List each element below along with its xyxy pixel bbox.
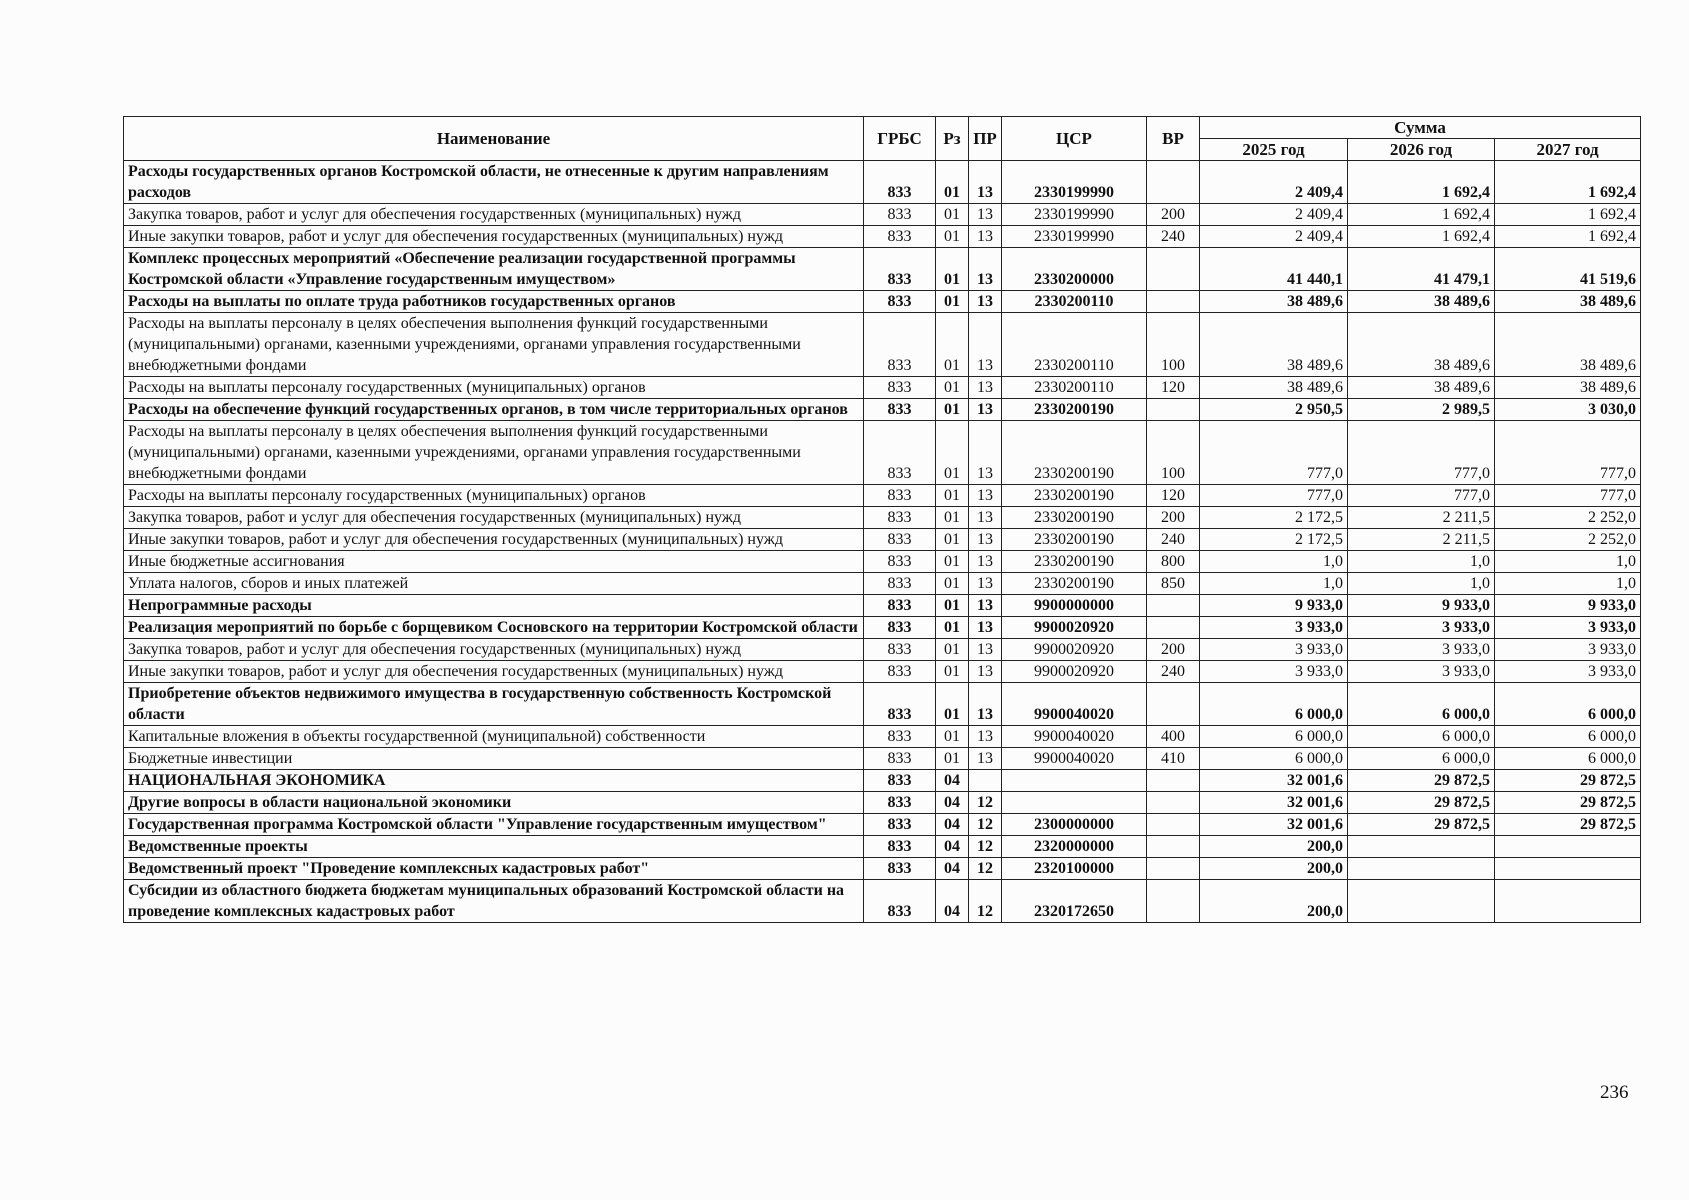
cell-vr: 200: [1147, 204, 1200, 226]
cell-pr: [969, 770, 1002, 792]
cell-rz: 01: [936, 421, 969, 485]
cell-name: Расходы на выплаты персоналу государственных (муниципальных) органов: [124, 377, 864, 399]
cell-vr: 120: [1147, 377, 1200, 399]
cell-name: Другие вопросы в области национальной экономики: [124, 792, 864, 814]
cell-2026: 38 489,6: [1348, 313, 1495, 377]
cell-2026: 3 933,0: [1348, 639, 1495, 661]
cell-vr: [1147, 836, 1200, 858]
cell-grbs: 833: [864, 161, 936, 204]
cell-vr: [1147, 792, 1200, 814]
cell-2027: 6 000,0: [1495, 748, 1641, 770]
cell-2027: 29 872,5: [1495, 792, 1641, 814]
cell-rz: 01: [936, 399, 969, 421]
cell-grbs: 833: [864, 595, 936, 617]
cell-vr: 410: [1147, 748, 1200, 770]
table-row: [124, 595, 1641, 617]
cell-grbs: 833: [864, 507, 936, 529]
cell-grbs: 833: [864, 399, 936, 421]
cell-csr: 2300000000: [1002, 814, 1147, 836]
cell-pr: 12: [969, 836, 1002, 858]
header-pr: ПР: [969, 117, 1002, 161]
table-row: [124, 551, 1641, 573]
cell-2027: 3 030,0: [1495, 399, 1641, 421]
cell-vr: [1147, 595, 1200, 617]
cell-2027: 29 872,5: [1495, 770, 1641, 792]
cell-2027: [1495, 880, 1641, 923]
cell-2027: 1 692,4: [1495, 161, 1641, 204]
cell-pr: 13: [969, 748, 1002, 770]
cell-2026: [1348, 836, 1495, 858]
cell-pr: 12: [969, 792, 1002, 814]
cell-2026: 2 211,5: [1348, 529, 1495, 551]
cell-name: Расходы на обеспечение функций государственных органов, в том числе территориальных органов: [124, 399, 864, 421]
cell-name: Иные бюджетные ассигнования: [124, 551, 864, 573]
cell-csr: 2330200000: [1002, 248, 1147, 291]
cell-2027: 3 933,0: [1495, 617, 1641, 639]
cell-grbs: 833: [864, 529, 936, 551]
cell-2025: 38 489,6: [1200, 313, 1348, 377]
cell-2027: 777,0: [1495, 421, 1641, 485]
cell-rz: 01: [936, 551, 969, 573]
cell-rz: 01: [936, 726, 969, 748]
cell-grbs: 833: [864, 485, 936, 507]
table-row: [124, 485, 1641, 507]
cell-name: Непрограммные расходы: [124, 595, 864, 617]
cell-pr: 13: [969, 507, 1002, 529]
cell-vr: 240: [1147, 661, 1200, 683]
cell-grbs: 833: [864, 726, 936, 748]
header-grbs: ГРБС: [864, 117, 936, 161]
cell-2025: 9 933,0: [1200, 595, 1348, 617]
cell-vr: 240: [1147, 226, 1200, 248]
cell-grbs: 833: [864, 880, 936, 923]
cell-pr: 12: [969, 814, 1002, 836]
cell-vr: 200: [1147, 639, 1200, 661]
cell-2026: 3 933,0: [1348, 617, 1495, 639]
cell-2025: 3 933,0: [1200, 661, 1348, 683]
table-row: [124, 377, 1641, 399]
cell-csr: 2330200190: [1002, 507, 1147, 529]
cell-name: Иные закупки товаров, работ и услуг для обеспечения государственных (муниципальных) нужд: [124, 529, 864, 551]
header-csr: ЦСР: [1002, 117, 1147, 161]
cell-name: Капитальные вложения в объекты государственной (муниципальной) собственности: [124, 726, 864, 748]
cell-name: Бюджетные инвестиции: [124, 748, 864, 770]
cell-2027: 2 252,0: [1495, 529, 1641, 551]
cell-2027: 9 933,0: [1495, 595, 1641, 617]
table-row: [124, 617, 1641, 639]
cell-csr: 2330200190: [1002, 399, 1147, 421]
cell-rz: 01: [936, 291, 969, 313]
cell-vr: [1147, 683, 1200, 726]
cell-csr: 2330200190: [1002, 573, 1147, 595]
cell-name: Закупка товаров, работ и услуг для обеспечения государственных (муниципальных) нужд: [124, 507, 864, 529]
cell-2027: 1,0: [1495, 573, 1641, 595]
cell-2025: 200,0: [1200, 858, 1348, 880]
table-row: [124, 573, 1641, 595]
cell-pr: 13: [969, 204, 1002, 226]
cell-2027: 2 252,0: [1495, 507, 1641, 529]
cell-vr: 400: [1147, 726, 1200, 748]
cell-rz: 04: [936, 858, 969, 880]
budget-table: [123, 116, 1641, 923]
cell-csr: 2330200110: [1002, 377, 1147, 399]
cell-2026: [1348, 858, 1495, 880]
header-vr: ВР: [1147, 117, 1200, 161]
cell-vr: [1147, 858, 1200, 880]
cell-grbs: 833: [864, 836, 936, 858]
cell-rz: 01: [936, 748, 969, 770]
cell-vr: [1147, 814, 1200, 836]
cell-name: Государственная программа Костромской области "Управление государственным имуществом": [124, 814, 864, 836]
table-row: [124, 639, 1641, 661]
cell-2025: 777,0: [1200, 421, 1348, 485]
cell-2026: 777,0: [1348, 421, 1495, 485]
cell-2027: 3 933,0: [1495, 661, 1641, 683]
cell-grbs: 833: [864, 204, 936, 226]
cell-2025: 2 172,5: [1200, 507, 1348, 529]
cell-2026: 6 000,0: [1348, 683, 1495, 726]
cell-2025: 777,0: [1200, 485, 1348, 507]
cell-2027: 1 692,4: [1495, 204, 1641, 226]
cell-csr: 9900040020: [1002, 683, 1147, 726]
cell-rz: 01: [936, 248, 969, 291]
cell-csr: 2330199990: [1002, 226, 1147, 248]
cell-2025: 2 409,4: [1200, 204, 1348, 226]
cell-csr: 2330200190: [1002, 551, 1147, 573]
cell-2026: 1,0: [1348, 573, 1495, 595]
cell-csr: [1002, 770, 1147, 792]
cell-vr: [1147, 161, 1200, 204]
cell-rz: 01: [936, 204, 969, 226]
cell-pr: 13: [969, 639, 1002, 661]
cell-csr: 2320100000: [1002, 858, 1147, 880]
cell-2025: 32 001,6: [1200, 814, 1348, 836]
cell-vr: 120: [1147, 485, 1200, 507]
cell-csr: 9900020920: [1002, 617, 1147, 639]
cell-rz: 01: [936, 573, 969, 595]
cell-2025: 2 950,5: [1200, 399, 1348, 421]
cell-vr: 850: [1147, 573, 1200, 595]
cell-2027: 6 000,0: [1495, 683, 1641, 726]
cell-grbs: 833: [864, 573, 936, 595]
cell-name: Реализация мероприятий по борьбе с борщевиком Сосновского на территории Костромской области: [124, 617, 864, 639]
cell-2027: 41 519,6: [1495, 248, 1641, 291]
cell-vr: [1147, 770, 1200, 792]
table-row: [124, 661, 1641, 683]
cell-2025: 2 172,5: [1200, 529, 1348, 551]
cell-pr: 13: [969, 377, 1002, 399]
cell-vr: [1147, 399, 1200, 421]
cell-name: Иные закупки товаров, работ и услуг для обеспечения государственных (муниципальных) нужд: [124, 226, 864, 248]
cell-rz: 01: [936, 529, 969, 551]
cell-rz: 04: [936, 880, 969, 923]
cell-pr: 13: [969, 248, 1002, 291]
cell-rz: 04: [936, 814, 969, 836]
cell-vr: [1147, 291, 1200, 313]
table-row: [124, 313, 1641, 377]
cell-2027: 6 000,0: [1495, 726, 1641, 748]
cell-2025: 6 000,0: [1200, 748, 1348, 770]
cell-grbs: 833: [864, 683, 936, 726]
cell-2026: 38 489,6: [1348, 291, 1495, 313]
cell-2026: 777,0: [1348, 485, 1495, 507]
table-body: [124, 161, 1641, 923]
cell-2026: 29 872,5: [1348, 814, 1495, 836]
cell-2027: [1495, 858, 1641, 880]
cell-pr: 13: [969, 573, 1002, 595]
cell-csr: 9900020920: [1002, 639, 1147, 661]
cell-grbs: 833: [864, 770, 936, 792]
cell-2025: 1,0: [1200, 573, 1348, 595]
cell-csr: 2330199990: [1002, 204, 1147, 226]
cell-2027: 38 489,6: [1495, 313, 1641, 377]
cell-name: Расходы на выплаты персоналу государственных (муниципальных) органов: [124, 485, 864, 507]
cell-2025: 41 440,1: [1200, 248, 1348, 291]
cell-2026: 1 692,4: [1348, 204, 1495, 226]
cell-rz: 01: [936, 161, 969, 204]
cell-name: Ведомственный проект "Проведение комплексных кадастровых работ": [124, 858, 864, 880]
cell-name: Иные закупки товаров, работ и услуг для обеспечения государственных (муниципальных) нужд: [124, 661, 864, 683]
cell-rz: 01: [936, 507, 969, 529]
cell-rz: 01: [936, 226, 969, 248]
page-number: 236: [1600, 1082, 1629, 1103]
cell-2025: 32 001,6: [1200, 792, 1348, 814]
cell-2025: 38 489,6: [1200, 291, 1348, 313]
cell-vr: [1147, 248, 1200, 291]
cell-2025: 2 409,4: [1200, 226, 1348, 248]
cell-2025: 3 933,0: [1200, 617, 1348, 639]
cell-2026: 1 692,4: [1348, 161, 1495, 204]
cell-2025: 200,0: [1200, 836, 1348, 858]
table-row: [124, 880, 1641, 923]
cell-2026: 6 000,0: [1348, 748, 1495, 770]
cell-rz: 04: [936, 770, 969, 792]
cell-grbs: 833: [864, 421, 936, 485]
cell-csr: 2330200190: [1002, 485, 1147, 507]
table-row: [124, 507, 1641, 529]
cell-pr: 13: [969, 683, 1002, 726]
table-row: [124, 814, 1641, 836]
cell-2027: 38 489,6: [1495, 377, 1641, 399]
cell-grbs: 833: [864, 748, 936, 770]
cell-grbs: 833: [864, 639, 936, 661]
cell-pr: 13: [969, 226, 1002, 248]
table-row: [124, 770, 1641, 792]
table-row: [124, 683, 1641, 726]
cell-rz: 04: [936, 836, 969, 858]
cell-rz: 04: [936, 792, 969, 814]
cell-2026: 2 989,5: [1348, 399, 1495, 421]
cell-2026: 29 872,5: [1348, 792, 1495, 814]
table-row: [124, 748, 1641, 770]
cell-grbs: 833: [864, 248, 936, 291]
cell-name: Расходы на выплаты персоналу в целях обеспечения выполнения функций государственными (муниципальными) органами, казенными учреждениями, органами управления государственными внебюджетными фондами: [124, 421, 864, 485]
cell-2026: 41 479,1: [1348, 248, 1495, 291]
cell-pr: 12: [969, 880, 1002, 923]
cell-2027: 1,0: [1495, 551, 1641, 573]
cell-vr: 800: [1147, 551, 1200, 573]
cell-name: Закупка товаров, работ и услуг для обеспечения государственных (муниципальных) нужд: [124, 639, 864, 661]
cell-name: Расходы на выплаты по оплате труда работников государственных органов: [124, 291, 864, 313]
cell-name: НАЦИОНАЛЬНАЯ ЭКОНОМИКА: [124, 770, 864, 792]
cell-vr: [1147, 880, 1200, 923]
cell-grbs: 833: [864, 792, 936, 814]
table-row: [124, 529, 1641, 551]
cell-csr: 9900000000: [1002, 595, 1147, 617]
cell-grbs: 833: [864, 814, 936, 836]
cell-2025: 200,0: [1200, 880, 1348, 923]
cell-csr: 2330199990: [1002, 161, 1147, 204]
cell-2025: 2 409,4: [1200, 161, 1348, 204]
cell-name: Уплата налогов, сборов и иных платежей: [124, 573, 864, 595]
cell-csr: 2320172650: [1002, 880, 1147, 923]
cell-grbs: 833: [864, 291, 936, 313]
cell-pr: 13: [969, 617, 1002, 639]
cell-rz: 01: [936, 683, 969, 726]
cell-pr: 13: [969, 161, 1002, 204]
header-2026: 2026 год: [1348, 139, 1495, 161]
cell-2026: 38 489,6: [1348, 377, 1495, 399]
cell-name: Расходы на выплаты персоналу в целях обеспечения выполнения функций государственными (муниципальными) органами, казенными учреждениями, органами управления государственными внебюджетными фондами: [124, 313, 864, 377]
cell-2026: [1348, 880, 1495, 923]
cell-2027: 38 489,6: [1495, 291, 1641, 313]
cell-rz: 01: [936, 617, 969, 639]
cell-2027: 1 692,4: [1495, 226, 1641, 248]
cell-name: Ведомственные проекты: [124, 836, 864, 858]
cell-rz: 01: [936, 639, 969, 661]
cell-grbs: 833: [864, 661, 936, 683]
cell-vr: [1147, 617, 1200, 639]
cell-2027: 777,0: [1495, 485, 1641, 507]
cell-pr: 13: [969, 313, 1002, 377]
cell-grbs: 833: [864, 377, 936, 399]
cell-rz: 01: [936, 377, 969, 399]
cell-2026: 29 872,5: [1348, 770, 1495, 792]
table-row: [124, 248, 1641, 291]
header-sum: Сумма: [1200, 117, 1641, 139]
cell-2026: 3 933,0: [1348, 661, 1495, 683]
cell-name: Субсидии из областного бюджета бюджетам муниципальных образований Костромской области на проведение комплексных кадастровых работ: [124, 880, 864, 923]
cell-2025: 32 001,6: [1200, 770, 1348, 792]
cell-rz: 01: [936, 661, 969, 683]
cell-csr: 9900040020: [1002, 748, 1147, 770]
cell-name: Комплекс процессных мероприятий «Обеспечение реализации государственной программы Костромской области «Управление государственным имуществом»: [124, 248, 864, 291]
cell-2026: 2 211,5: [1348, 507, 1495, 529]
table-row: [124, 204, 1641, 226]
cell-pr: 13: [969, 726, 1002, 748]
table-row: [124, 421, 1641, 485]
cell-grbs: 833: [864, 617, 936, 639]
cell-csr: 2330200190: [1002, 529, 1147, 551]
header-row-1: [124, 117, 1641, 139]
cell-rz: 01: [936, 313, 969, 377]
cell-pr: 13: [969, 485, 1002, 507]
cell-2026: 6 000,0: [1348, 726, 1495, 748]
cell-rz: 01: [936, 595, 969, 617]
cell-csr: 2320000000: [1002, 836, 1147, 858]
cell-2027: [1495, 836, 1641, 858]
cell-2025: 38 489,6: [1200, 377, 1348, 399]
cell-csr: 2330200110: [1002, 313, 1147, 377]
cell-pr: 13: [969, 529, 1002, 551]
cell-2025: 3 933,0: [1200, 639, 1348, 661]
table-row: [124, 161, 1641, 204]
cell-grbs: 833: [864, 551, 936, 573]
table-row: [124, 858, 1641, 880]
cell-2026: 9 933,0: [1348, 595, 1495, 617]
cell-pr: 12: [969, 858, 1002, 880]
cell-csr: 9900040020: [1002, 726, 1147, 748]
cell-pr: 13: [969, 551, 1002, 573]
header-2027: 2027 год: [1495, 139, 1641, 161]
cell-2025: 6 000,0: [1200, 726, 1348, 748]
cell-name: Закупка товаров, работ и услуг для обеспечения государственных (муниципальных) нужд: [124, 204, 864, 226]
header-name: Наименование: [124, 117, 864, 161]
table-row: [124, 836, 1641, 858]
cell-grbs: 833: [864, 313, 936, 377]
cell-pr: 13: [969, 595, 1002, 617]
cell-name: Расходы государственных органов Костромской области, не отнесенные к другим направлениям расходов: [124, 161, 864, 204]
cell-2027: 3 933,0: [1495, 639, 1641, 661]
cell-vr: 240: [1147, 529, 1200, 551]
cell-csr: 2330200110: [1002, 291, 1147, 313]
cell-rz: 01: [936, 485, 969, 507]
table-row: [124, 291, 1641, 313]
cell-vr: 100: [1147, 421, 1200, 485]
cell-vr: 100: [1147, 313, 1200, 377]
cell-2025: 6 000,0: [1200, 683, 1348, 726]
cell-2026: 1,0: [1348, 551, 1495, 573]
cell-grbs: 833: [864, 858, 936, 880]
cell-vr: 200: [1147, 507, 1200, 529]
cell-pr: 13: [969, 291, 1002, 313]
table-row: [124, 792, 1641, 814]
cell-2025: 1,0: [1200, 551, 1348, 573]
table-row: [124, 726, 1641, 748]
cell-pr: 13: [969, 399, 1002, 421]
header-2025: 2025 год: [1200, 139, 1348, 161]
cell-pr: 13: [969, 661, 1002, 683]
cell-2026: 1 692,4: [1348, 226, 1495, 248]
header-rz: Рз: [936, 117, 969, 161]
cell-csr: 9900020920: [1002, 661, 1147, 683]
cell-csr: [1002, 792, 1147, 814]
table-row: [124, 399, 1641, 421]
table-row: [124, 226, 1641, 248]
cell-pr: 13: [969, 421, 1002, 485]
cell-2027: 29 872,5: [1495, 814, 1641, 836]
cell-grbs: 833: [864, 226, 936, 248]
cell-csr: 2330200190: [1002, 421, 1147, 485]
cell-name: Приобретение объектов недвижимого имущества в государственную собственность Костромской области: [124, 683, 864, 726]
